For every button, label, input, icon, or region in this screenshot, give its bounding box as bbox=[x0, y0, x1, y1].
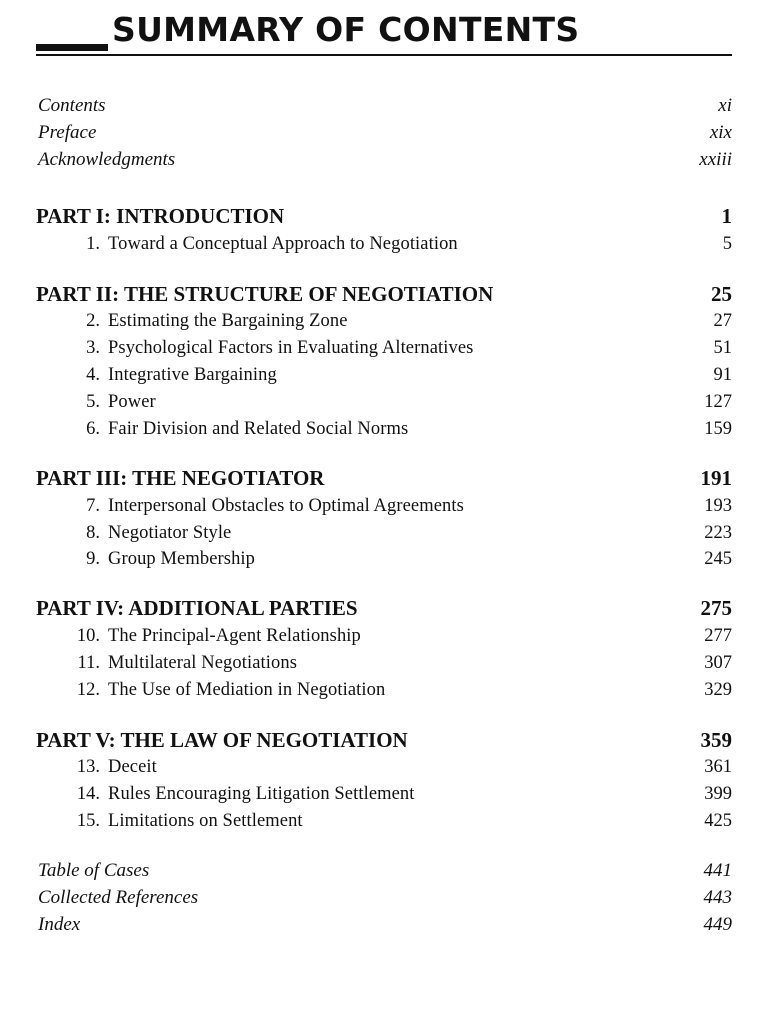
entry-page: xi bbox=[718, 95, 732, 116]
entry-page: xix bbox=[709, 122, 732, 143]
chapter-entry[interactable] bbox=[36, 389, 732, 415]
chapter-title: Toward a Conceptual Approach to Negotiation bbox=[108, 234, 458, 254]
front-matter-entry[interactable] bbox=[36, 147, 732, 173]
chapter-title: The Use of Mediation in Negotiation bbox=[108, 680, 386, 700]
chapter-title: Integrative Bargaining bbox=[108, 365, 277, 385]
chapter-entry[interactable] bbox=[36, 362, 732, 388]
chapter-page: 159 bbox=[704, 419, 732, 439]
back-matter-entry[interactable] bbox=[36, 885, 732, 911]
chapter-entry[interactable] bbox=[36, 493, 732, 519]
chapter-title: Limitations on Settlement bbox=[108, 811, 303, 831]
chapter-title: The Principal-Agent Relationship bbox=[108, 626, 361, 646]
front-matter-entry[interactable] bbox=[36, 93, 732, 119]
part-title: PART II: THE STRUCTURE OF NEGOTIATION bbox=[36, 282, 494, 306]
part-title: PART V: THE LAW OF NEGOTIATION bbox=[36, 728, 408, 752]
chapter-page: 329 bbox=[704, 680, 732, 700]
part-heading[interactable] bbox=[36, 595, 732, 621]
entry-title: Preface bbox=[38, 122, 97, 143]
chapter-page: 307 bbox=[704, 653, 732, 673]
chapter-number: 1. bbox=[86, 234, 100, 254]
part-title: PART III: THE NEGOTIATOR bbox=[36, 466, 325, 490]
chapter-entry[interactable] bbox=[36, 650, 732, 676]
chapter-entry[interactable] bbox=[36, 677, 732, 703]
entry-title: Acknowledgments bbox=[38, 149, 176, 170]
chapter-page: 245 bbox=[704, 549, 732, 569]
chapter-title: Negotiator Style bbox=[108, 523, 232, 543]
chapter-page: 51 bbox=[713, 338, 732, 358]
entry-page: 441 bbox=[703, 860, 732, 881]
title-accent-bar bbox=[36, 44, 108, 51]
chapter-number: 13. bbox=[76, 757, 100, 777]
part-heading[interactable] bbox=[36, 465, 732, 491]
back-matter-entry[interactable] bbox=[36, 912, 732, 938]
chapter-entry[interactable] bbox=[36, 781, 732, 807]
chapter-page: 91 bbox=[713, 365, 732, 385]
chapter-title: Interpersonal Obstacles to Optimal Agreements bbox=[108, 496, 464, 516]
part-heading[interactable] bbox=[36, 281, 732, 307]
chapter-title: Fair Division and Related Social Norms bbox=[108, 419, 409, 439]
part-heading[interactable] bbox=[36, 203, 732, 229]
front-matter-entry[interactable] bbox=[36, 120, 732, 146]
part-page: 359 bbox=[700, 728, 732, 752]
chapter-page: 361 bbox=[704, 757, 732, 777]
chapter-entry[interactable] bbox=[36, 546, 732, 572]
part-page: 275 bbox=[700, 596, 732, 620]
entry-page: 443 bbox=[703, 887, 732, 908]
entry-title: Table of Cases bbox=[38, 860, 150, 881]
part-page: 25 bbox=[711, 282, 732, 306]
back-matter-entry[interactable] bbox=[36, 858, 732, 884]
chapter-number: 15. bbox=[76, 811, 100, 831]
chapter-number: 12. bbox=[76, 680, 100, 700]
chapter-page: 399 bbox=[704, 784, 732, 804]
chapter-title: Estimating the Bargaining Zone bbox=[108, 311, 348, 331]
chapter-page: 277 bbox=[704, 626, 732, 646]
chapter-entry[interactable] bbox=[36, 231, 732, 257]
part-page: 1 bbox=[721, 204, 732, 228]
part-heading[interactable] bbox=[36, 727, 732, 753]
chapter-page: 223 bbox=[704, 523, 732, 543]
chapter-title: Rules Encouraging Litigation Settlement bbox=[108, 784, 415, 804]
chapter-number: 3. bbox=[86, 338, 100, 358]
chapter-page: 193 bbox=[704, 496, 732, 516]
chapter-page: 425 bbox=[704, 811, 732, 831]
chapter-entry[interactable] bbox=[36, 335, 732, 361]
chapter-number: 10. bbox=[76, 626, 100, 646]
chapter-number: 14. bbox=[76, 784, 100, 804]
entry-page: xxiii bbox=[699, 149, 732, 170]
entry-title: Collected References bbox=[38, 887, 199, 908]
chapter-entry[interactable] bbox=[36, 416, 732, 442]
entry-page: 449 bbox=[703, 914, 732, 935]
entry-title: Contents bbox=[38, 95, 106, 116]
chapter-page: 27 bbox=[713, 311, 732, 331]
part-title: PART I: INTRODUCTION bbox=[36, 204, 285, 228]
chapter-number: 2. bbox=[86, 311, 100, 331]
chapter-entry[interactable] bbox=[36, 308, 732, 334]
chapter-title: Group Membership bbox=[108, 549, 256, 569]
chapter-number: 4. bbox=[86, 365, 100, 385]
chapter-page: 5 bbox=[722, 234, 732, 254]
chapter-number: 7. bbox=[86, 496, 100, 516]
title-block bbox=[36, 8, 732, 52]
chapter-entry[interactable] bbox=[36, 623, 732, 649]
title-underline bbox=[36, 54, 732, 56]
chapter-number: 11. bbox=[77, 653, 100, 673]
chapter-entry[interactable] bbox=[36, 520, 732, 546]
page-title: SUMMARY OF CONTENTS bbox=[112, 10, 580, 49]
chapter-title: Deceit bbox=[108, 757, 157, 777]
chapter-number: 6. bbox=[86, 419, 100, 439]
chapter-page: 127 bbox=[704, 392, 732, 412]
part-page: 191 bbox=[700, 466, 732, 490]
chapter-title: Multilateral Negotiations bbox=[108, 653, 297, 673]
chapter-entry[interactable] bbox=[36, 754, 732, 780]
entry-title: Index bbox=[38, 914, 81, 935]
chapter-entry[interactable] bbox=[36, 808, 732, 834]
part-title: PART IV: ADDITIONAL PARTIES bbox=[36, 596, 358, 620]
chapter-number: 9. bbox=[86, 549, 100, 569]
chapter-title: Power bbox=[108, 392, 156, 412]
chapter-number: 8. bbox=[86, 523, 100, 543]
chapter-number: 5. bbox=[86, 392, 100, 412]
chapter-title: Psychological Factors in Evaluating Alternatives bbox=[108, 338, 474, 358]
